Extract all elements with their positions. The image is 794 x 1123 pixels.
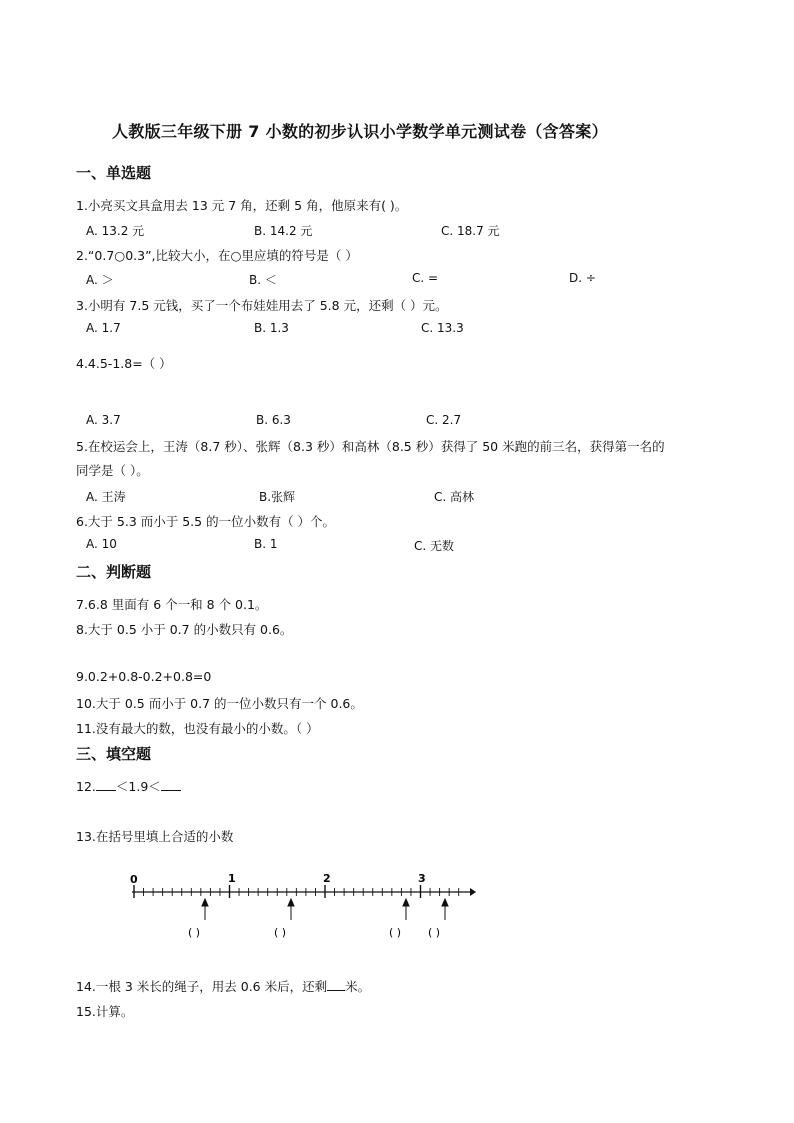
bracket-3[interactable]: ( ) bbox=[389, 926, 402, 939]
q14-blank[interactable] bbox=[327, 978, 345, 991]
number-line-label-1: 1 bbox=[228, 872, 236, 885]
question-8: 8.大于 0.5 小于 0.7 的小数只有 0.6。 bbox=[76, 622, 293, 637]
q4-option-b: B. 6.3 bbox=[256, 413, 291, 427]
q1-option-a: A. 13.2 元 bbox=[86, 224, 145, 238]
question-5-line-2: 同学是（ ）。 bbox=[76, 463, 149, 478]
q2-option-d: D. ÷ bbox=[569, 271, 596, 285]
q1-option-c: C. 18.7 元 bbox=[441, 224, 500, 238]
section-heading-true-false: 二、判断题 bbox=[76, 563, 152, 581]
question-9: 9.0.2+0.8-0.2+0.8=0 bbox=[76, 669, 212, 684]
q5-option-a: A. 王涛 bbox=[86, 490, 126, 504]
q6-option-b: B. 1 bbox=[254, 537, 278, 551]
question-14 bbox=[76, 977, 370, 995]
q3-option-b: B. 1.3 bbox=[254, 321, 289, 335]
bracket-4[interactable]: ( ) bbox=[428, 926, 441, 939]
question-13: 13.在括号里填上合适的小数 bbox=[76, 829, 234, 844]
q12-middle: ＜1.9＜ bbox=[115, 779, 161, 794]
number-line-arrowhead-2 bbox=[288, 899, 294, 906]
question-5-line-1: 5.在校运会上，王涛（8.7 秒）、张辉（8.3 秒）和高林（8.5 秒）获得了 50 米跑的前三名，获得第一名的 bbox=[76, 439, 665, 454]
question-4: 4.4.5-1.8=（ ） bbox=[76, 356, 172, 371]
number-line-arrowhead-1 bbox=[202, 899, 208, 906]
q4-option-a: A. 3.7 bbox=[86, 413, 121, 427]
q14-prefix: 14.一根 3 米长的绳子，用去 0.6 米后，还剩 bbox=[76, 979, 328, 994]
question-2: 2.“0.7○0.3”,比较大小，在○里应填的符号是（ ） bbox=[76, 248, 358, 263]
number-line bbox=[118, 868, 478, 944]
section-heading-single-choice: 一、单选题 bbox=[76, 164, 152, 182]
q2-option-c: C. = bbox=[412, 271, 439, 285]
q5-option-c: C. 高林 bbox=[434, 490, 475, 504]
question-3: 3.小明有 7.5 元钱，买了一个布娃娃用去了 5.8 元，还剩（ ）元。 bbox=[76, 298, 448, 313]
q3-option-c: C. 13.3 bbox=[421, 321, 464, 335]
number-line-arrowhead-4 bbox=[442, 899, 448, 906]
q14-suffix: 米。 bbox=[345, 979, 371, 994]
q5-option-b: B.张辉 bbox=[259, 490, 296, 504]
question-10: 10.大于 0.5 而小于 0.7 的一位小数只有一个 0.6。 bbox=[76, 696, 363, 711]
question-1: 1.小亮买文具盒用去 13 元 7 角，还剩 5 角，他原来有( )。 bbox=[76, 198, 408, 213]
q6-option-c: C. 无数 bbox=[414, 539, 455, 553]
number-line-arrowhead-3 bbox=[403, 899, 409, 906]
section-heading-fill-blank: 三、填空题 bbox=[76, 745, 152, 763]
q4-option-c: C. 2.7 bbox=[426, 413, 462, 427]
question-11: 11.没有最大的数，也没有最小的小数。（ ） bbox=[76, 721, 319, 736]
question-7: 7.6.8 里面有 6 个一和 8 个 0.1。 bbox=[76, 597, 268, 612]
question-6: 6.大于 5.3 而小于 5.5 的一位小数有（ ）个。 bbox=[76, 514, 336, 529]
number-line-arrowhead bbox=[470, 888, 476, 896]
page-title: 人教版三年级下册 7 小数的初步认识小学数学单元测试卷（含答案） bbox=[112, 122, 608, 141]
q2-option-b: B. ＜ bbox=[249, 273, 277, 287]
q12-prefix: 12. bbox=[76, 779, 96, 794]
q12-blank-right[interactable] bbox=[161, 778, 181, 791]
q12-blank-left[interactable] bbox=[96, 778, 116, 791]
bracket-1[interactable]: ( ) bbox=[188, 926, 201, 939]
number-line-label-0: 0 bbox=[130, 873, 138, 886]
q6-option-a: A. 10 bbox=[86, 537, 117, 551]
bracket-2[interactable]: ( ) bbox=[274, 926, 287, 939]
q2-option-a: A. ＞ bbox=[86, 273, 114, 287]
question-15: 15.计算。 bbox=[76, 1004, 134, 1019]
number-line-label-2: 2 bbox=[323, 872, 331, 885]
q1-option-b: B. 14.2 元 bbox=[254, 224, 313, 238]
number-line-label-3: 3 bbox=[418, 872, 426, 885]
q3-option-a: A. 1.7 bbox=[86, 321, 121, 335]
question-12 bbox=[76, 777, 181, 795]
